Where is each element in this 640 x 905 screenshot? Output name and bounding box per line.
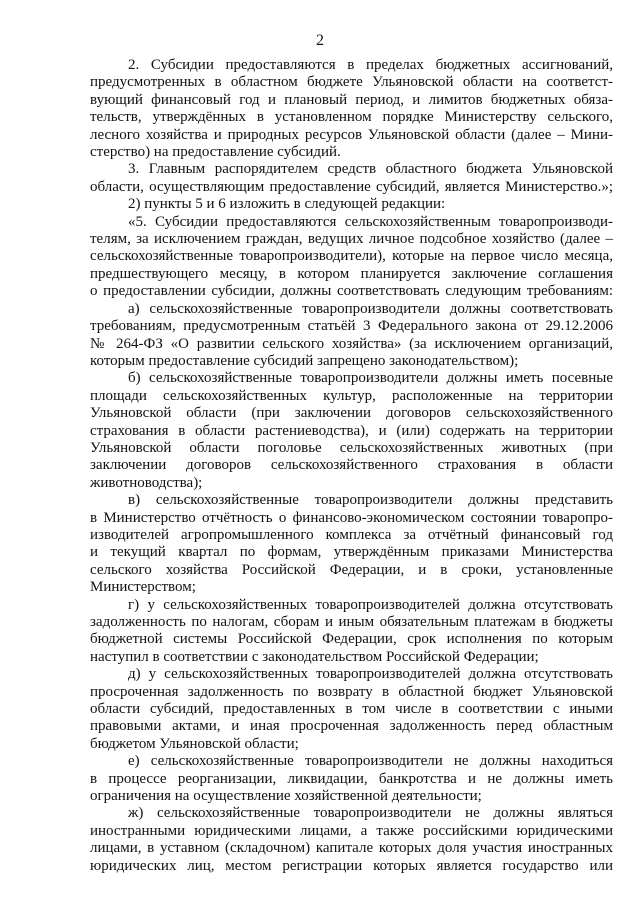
text-line: площади сельскохозяйственных культур, расположенные на территории [90, 387, 613, 404]
text-line: о предоставлении субсидии, должны соответствовать следующим требованиям: [90, 283, 613, 300]
text-line: е) сельскохозяйственные товаропроизводители не должны находиться [128, 753, 613, 770]
document-body [90, 57, 613, 875]
text-line: бюджетной системы Российской Федерации, срок исполнения по которым [90, 631, 613, 648]
text-line: ж) сельскохозяйственные товаропроизводители не должны являться [128, 805, 613, 822]
text-line: изводителей агропромышленного комплекса за отчётный финансовый год [90, 526, 613, 543]
text-line: а) сельскохозяйственные товаропроизводители должны соответствовать [128, 300, 613, 317]
text-line: в Министерство отчётность о финансово-экономическом состоянии товаропро- [90, 509, 613, 526]
text-line: предусмотренных в областном бюджете Ульяновской области на соответст- [90, 74, 613, 91]
text-line: юридических лиц, местом регистрации которых является государство или [90, 857, 613, 874]
text-line: задолженность по налогам, сборам и иным обязательным платежам в бюджеты [90, 614, 613, 630]
page-number: 2 [316, 32, 324, 49]
text-line: телям, за исключением граждан, ведущих личное подсобное хозяйство (далее – [90, 231, 613, 248]
text-line: лесного хозяйства и природных ресурсов Ульяновской области (далее – Мини- [90, 126, 613, 143]
text-line: Ульяновской области поголовье сельскохозяйственных животных (при [90, 439, 613, 456]
text-line: области субсидий, предоставленных в том числе в соответствии с иными [90, 701, 613, 718]
text-line: сельскохозяйственные товаропроизводители), которые на первое число месяца, [90, 248, 613, 265]
text-line: № 264-ФЗ «О развитии сельского хозяйства» (за исключением организаций, [90, 335, 613, 352]
text-line: предшествующего месяцу, в котором планируется заключение соглашения [90, 265, 613, 282]
text-line: правовыми актами, и иная просроченная задолженность перед областным [90, 718, 613, 735]
text-line: б) сельскохозяйственные товаропроизводители должны иметь посевные [128, 370, 613, 387]
text-line: 3. Главным распорядителем средств областного бюджета Ульяновской [128, 161, 613, 178]
text-line: в) сельскохозяйственные товаропроизводители должны представить [128, 492, 613, 509]
text-line: г) у сельскохозяйственных товаропроизводителей должна отсутствовать [128, 596, 613, 613]
text-line: 2) пункты 5 и 6 изложить в следующей редакции: [128, 196, 446, 213]
text-line: животноводства); [90, 474, 203, 491]
text-line: в процессе реорганизации, ликвидации, банкротства и не должны иметь [90, 770, 613, 787]
text-line: иностранными юридическими лицами, а также российскими юридическими [90, 822, 613, 839]
text-line: наступил в соответствии с законодательством Российской Федерации; [90, 648, 539, 665]
text-line: стерство) на предоставление субсидий. [90, 144, 341, 161]
text-line: «5. Субсидии предоставляются сельскохозяйственным товаропроизводи- [128, 213, 613, 230]
text-line: ограничения на осуществление хозяйственной деятельности; [90, 788, 482, 805]
text-line: Ульяновской области (при заключении договоров сельскохозяйственного [90, 405, 613, 422]
text-line: сельского хозяйства Российской Федерации, и в сроки, установленные [90, 561, 613, 578]
text-line: требованиям, предусмотренным статьёй 3 Федерального закона от 29.12.2006 [90, 318, 613, 335]
text-line: д) у сельскохозяйственных товаропроизводителей должна отсутствовать [128, 666, 613, 683]
text-line: 2. Субсидии предоставляются в пределах бюджетных ассигнований, [128, 57, 613, 73]
text-line: тельств, утверждённых в установленном порядке Министерству сельского, [90, 109, 613, 126]
text-line: и текущий квартал по формам, утверждённым приказами Министерства [90, 544, 613, 561]
text-line: страхования в области растениеводства), и (или) содержать на территории [90, 422, 613, 439]
text-line: лицами, в уставном (складочном) капитале которых доля участия иностранных [90, 840, 613, 857]
text-line: которым предоставление субсидий запрещено законодательством); [90, 352, 519, 369]
text-line: заключении договоров сельскохозяйственного страхования в области [90, 457, 613, 474]
text-line: бюджетом Ульяновской области; [90, 735, 299, 752]
text-line: области, осуществляющим предоставление субсидий, является Министерство.»; [90, 178, 613, 195]
text-line: просроченная задолженность по возврату в областной бюджет Ульяновской [90, 683, 613, 700]
text-line: Министерством; [90, 579, 196, 596]
text-line: вующий финансовый год и плановый период, и лимитов бюджетных обяза- [90, 91, 613, 108]
